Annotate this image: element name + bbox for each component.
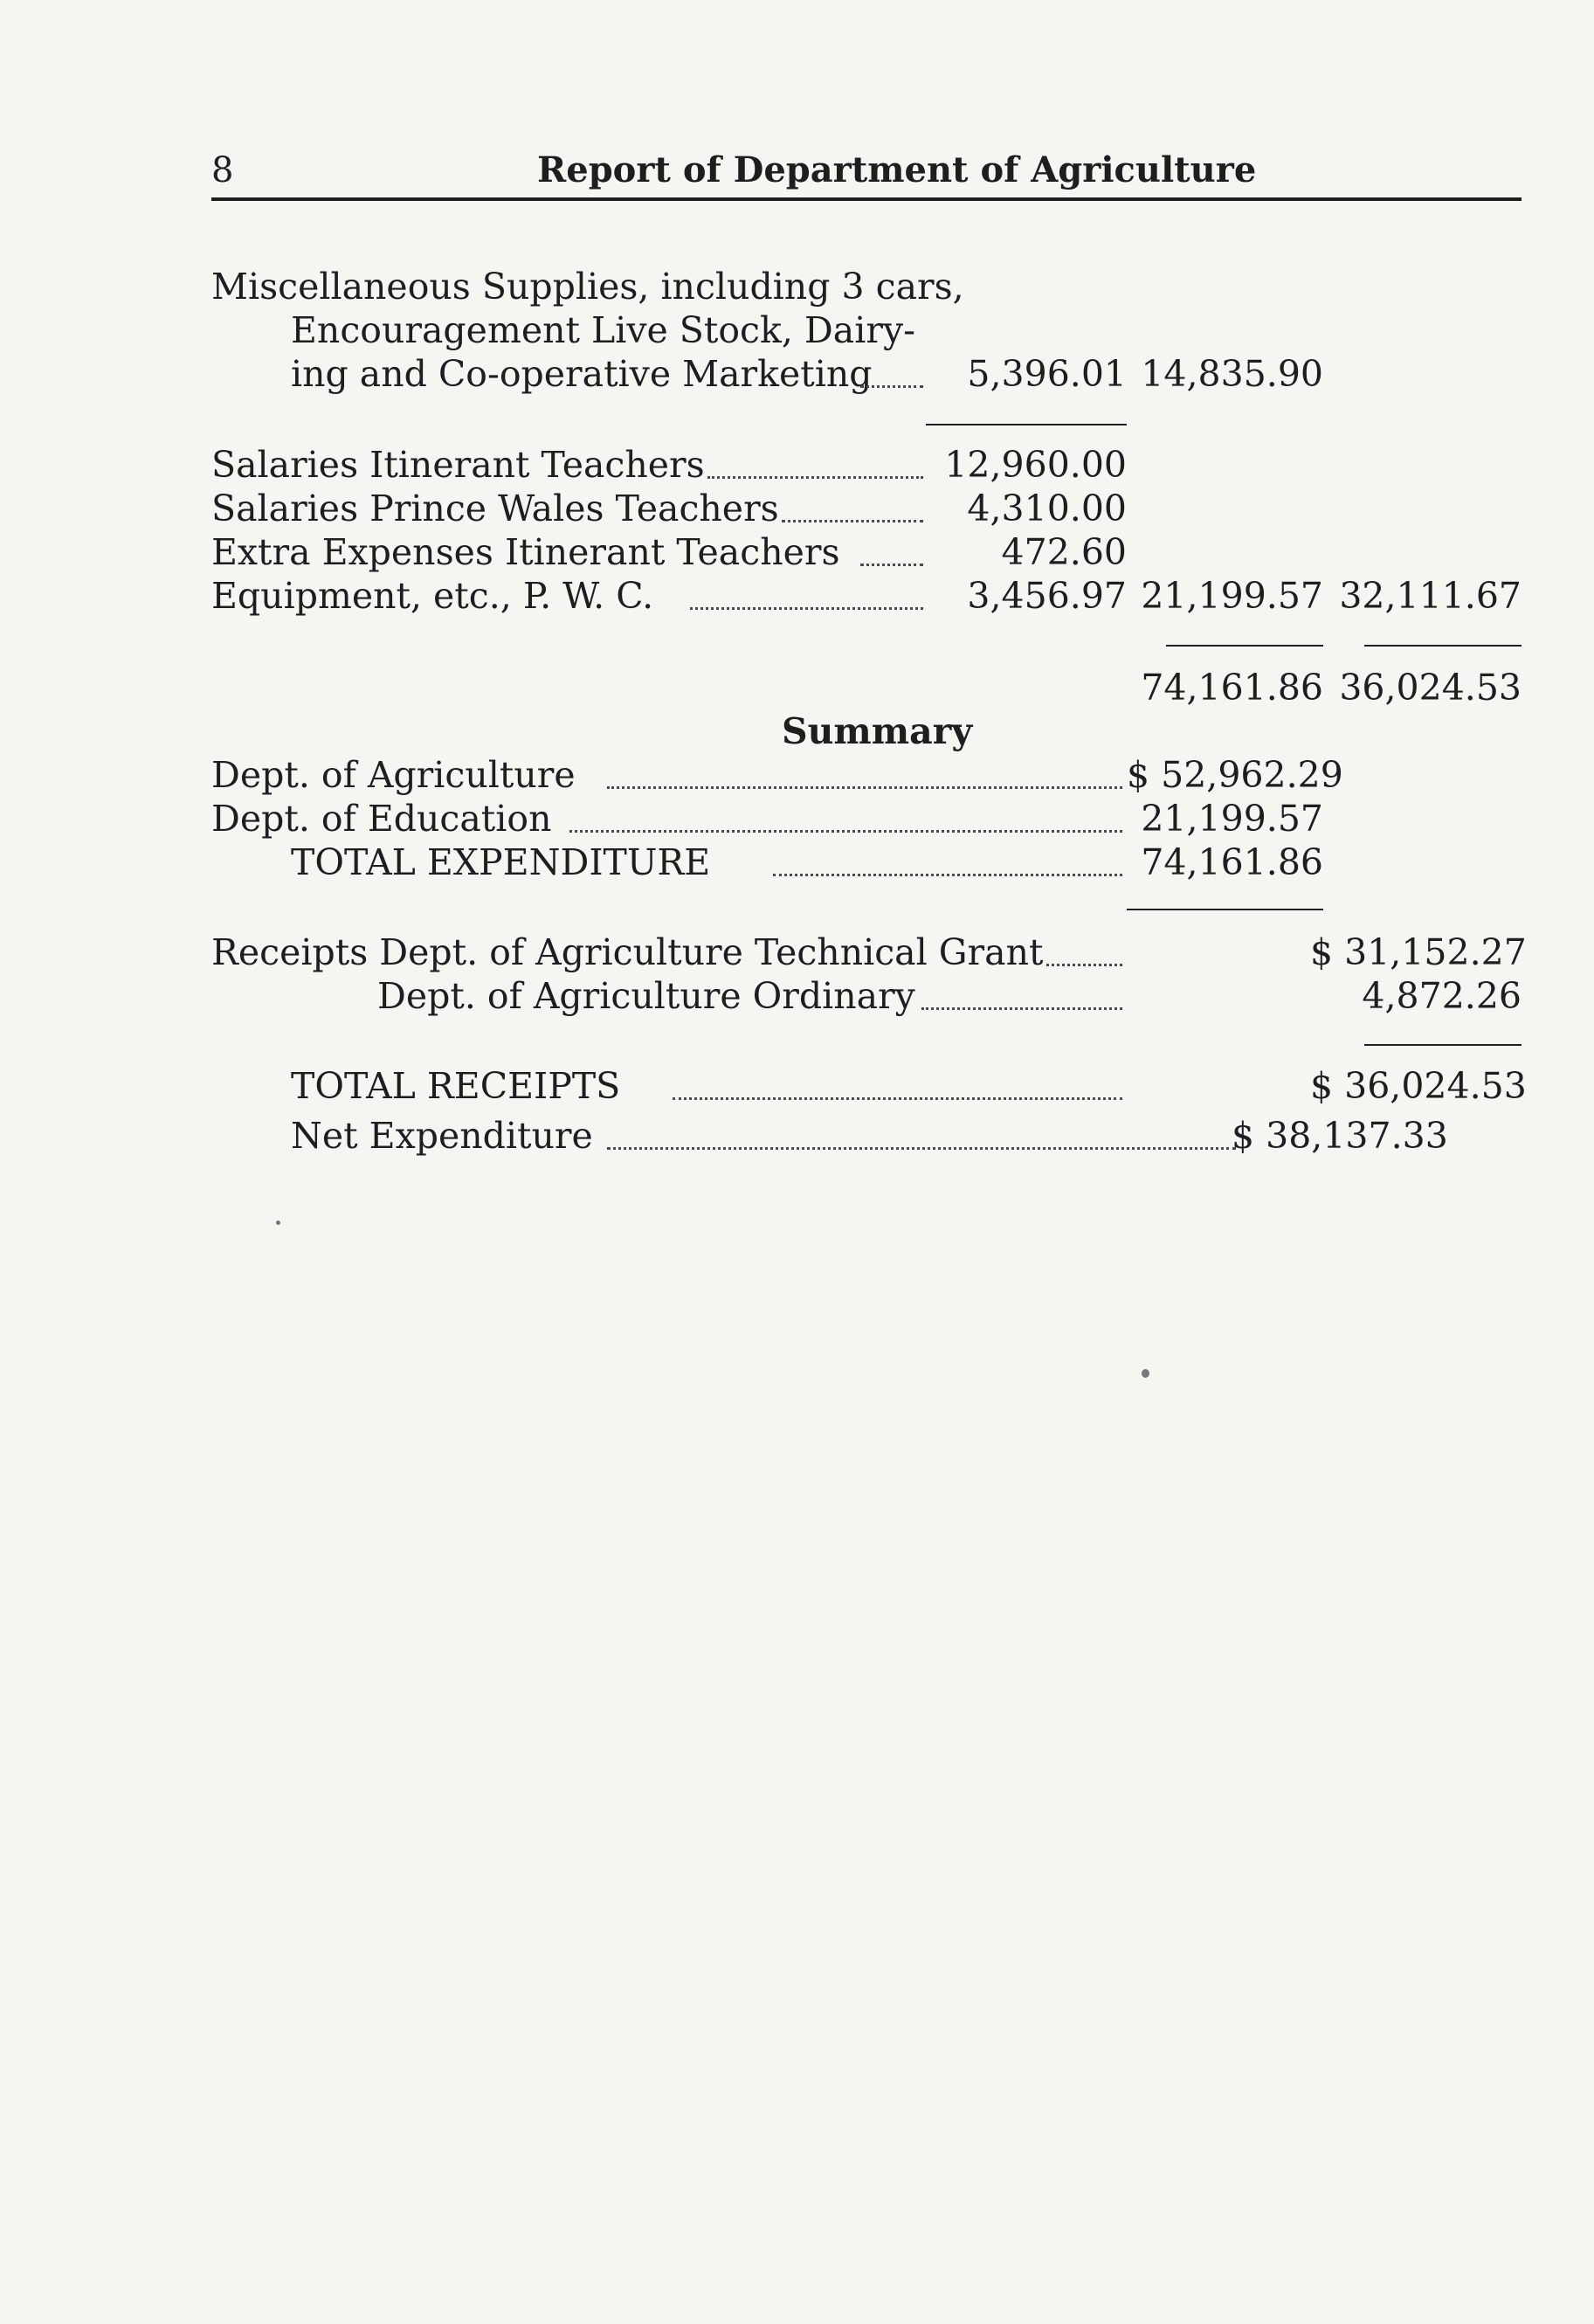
receipts-technical-label: Receipts Dept. of Agriculture Technical Grant [211,931,1044,973]
receipts-ordinary-amount: 4,872.26 [1362,975,1522,1017]
leader-dots [607,786,1122,789]
equipment-total: 32,111.67 [1339,575,1522,617]
receipts-ordinary-label: Dept. of Agriculture Ordinary [377,975,915,1017]
leader-dots [782,520,923,522]
salaries-pw-label: Salaries Prince Wales Teachers [211,488,779,529]
summary-education-amount: 21,199.57 [1141,798,1323,840]
summary-agriculture-amount: $ 52,962.29 [1127,754,1343,796]
misc-amount: 5,396.01 [967,353,1127,395]
misc-line-3: ing and Co-operative Marketing [291,353,873,395]
leader-dots [860,564,923,566]
net-expenditure-label: Net Expenditure [291,1115,593,1157]
extra-expenses-label: Extra Expenses Itinerant Teachers [211,531,840,573]
receipts-rule [1364,1044,1522,1046]
leader-dots [707,476,923,479]
header-rule [211,197,1522,201]
total-receipts-amount: $ 36,024.53 [1310,1065,1527,1107]
page-title: Report of Department of Agriculture [537,149,1257,190]
leader-dots [921,1007,1122,1010]
leader-dots [673,1097,1122,1100]
misc-line-2: Encouragement Live Stock, Dairy- [291,309,915,351]
leader-dots [1046,964,1122,966]
summary-heading: Summary [782,710,973,752]
total-rule [1166,645,1323,647]
ink-speck [276,1221,280,1225]
subtotal-rule [926,424,1127,425]
equipment-subtotal: 21,199.57 [1141,575,1323,617]
leader-dots [569,830,1122,833]
summary-rule [1127,909,1323,910]
misc-line-1: Miscellaneous Supplies, including 3 cars, [211,266,964,308]
total-expenditure-label: TOTAL EXPENDITURE [291,841,711,883]
page-number: 8 [211,150,234,190]
total-expenditure-amount: 74,161.86 [1141,841,1323,883]
salaries-itinerant-label: Salaries Itinerant Teachers [211,444,705,486]
leader-dots [860,385,923,388]
equipment-label: Equipment, etc., P. W. C. [211,575,654,617]
total-rule [1364,645,1522,647]
equipment-amount: 3,456.97 [967,575,1127,617]
salaries-pw-amount: 4,310.00 [967,488,1127,529]
receipts-technical-amount: $ 31,152.27 [1310,931,1527,973]
ink-speck [1142,1369,1149,1378]
grand-total-right: 36,024.53 [1339,667,1522,709]
extra-expenses-amount: 472.60 [1001,531,1127,573]
grand-total-left: 74,161.86 [1141,667,1323,709]
summary-education-label: Dept. of Education [211,798,552,840]
summary-agriculture-label: Dept. of Agriculture [211,754,576,796]
leader-dots [690,607,923,610]
net-expenditure-amount: $ 38,137.33 [1232,1115,1448,1157]
misc-subtotal: 14,835.90 [1141,353,1323,395]
leader-dots [607,1147,1236,1150]
leader-dots [773,874,1122,876]
total-receipts-label: TOTAL RECEIPTS [291,1065,621,1107]
salaries-itinerant-amount: 12,960.00 [944,444,1127,486]
